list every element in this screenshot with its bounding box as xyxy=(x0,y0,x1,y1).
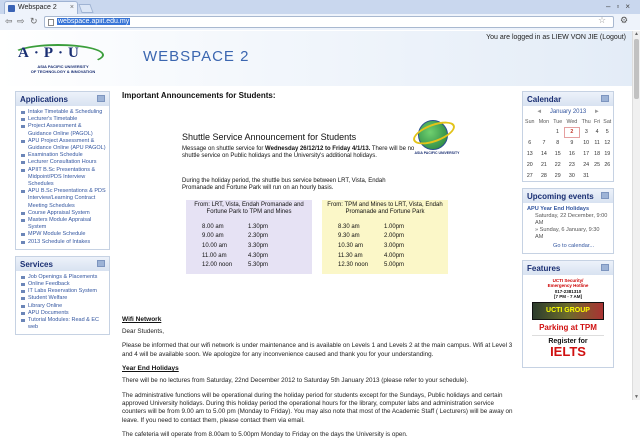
calendar-day[interactable]: 13 xyxy=(526,150,533,157)
scroll-thumb[interactable] xyxy=(634,39,639,99)
event-title-link[interactable]: APU Year End Holidays xyxy=(527,205,590,212)
reload-icon[interactable]: ↻ xyxy=(30,16,38,26)
new-tab-button[interactable] xyxy=(78,4,93,13)
minimize-icon[interactable]: – xyxy=(606,2,617,11)
calendar-week xyxy=(523,170,613,181)
shuttle-msg-b: There will be no shuttle service on Public holidays and the University's additional holidays. xyxy=(182,146,415,160)
calendar-day xyxy=(537,127,552,138)
year-end-paragraph-3: The cafeteria will operate from 8.00am to 5.00pm Monday to Friday on the days the University is open. xyxy=(122,431,408,439)
close-tab-icon[interactable]: × xyxy=(69,4,74,11)
schedule-from-campus xyxy=(322,200,448,274)
schedule-time: 10.00 am xyxy=(202,242,228,249)
sidebar-item-service[interactable]: Student Welfare xyxy=(20,295,106,302)
ad-hours: [7 PM - 7 AM] xyxy=(553,294,583,300)
weekday-label: Thu xyxy=(581,119,591,125)
security-hotline-ad[interactable] xyxy=(532,278,604,300)
weekday-label: Fri xyxy=(594,119,601,125)
calendar-grid xyxy=(523,117,613,181)
sidebar-item-service[interactable]: Library Online xyxy=(20,303,106,310)
globe-logo-icon xyxy=(412,118,460,156)
bookmark-star-icon[interactable]: ☆ xyxy=(598,15,607,25)
calendar-title: Calendar xyxy=(527,95,562,104)
collapse-icon[interactable] xyxy=(601,95,609,102)
features-content xyxy=(523,275,613,367)
shuttle-message xyxy=(182,146,417,160)
browser-tab[interactable] xyxy=(4,1,78,14)
calendar-day[interactable]: 4 xyxy=(595,129,599,136)
schedule-row xyxy=(202,232,284,242)
schedule-time: 4.00pm xyxy=(384,252,405,259)
wrench-menu-icon[interactable]: ⚙ xyxy=(620,15,629,25)
vertical-scrollbar[interactable] xyxy=(632,31,640,400)
shuttle-msg-dates: Wednesday 26/12/12 to Friday 4/1/13. xyxy=(265,146,371,152)
features-header xyxy=(523,261,613,275)
schedule-heading: From: TPM and Mines to LRT, Vista, Endah Promanade and Fortune Park xyxy=(327,202,443,215)
prev-month-icon[interactable]: ◄ xyxy=(536,109,543,115)
sidebar-item-application[interactable]: MPW Module Schedule xyxy=(20,231,106,238)
calendar-day[interactable]: 15 xyxy=(554,150,561,157)
page-icon xyxy=(48,19,54,26)
events-header xyxy=(523,189,613,203)
services-title: Services xyxy=(20,259,53,269)
calendar-month-nav xyxy=(523,106,613,117)
calendar-day[interactable]: 5 xyxy=(605,129,609,136)
calendar-day[interactable]: 26 xyxy=(604,161,611,168)
calendar-week xyxy=(523,127,613,138)
university-logo[interactable]: A·P·U xyxy=(18,45,84,61)
schedule-time: 10.30 am xyxy=(338,242,364,249)
wifi-title: Wifi Network xyxy=(122,316,162,323)
ielts-banner[interactable] xyxy=(532,335,604,367)
sidebar-item-service[interactable]: Tutorial Modules: Read & EC web xyxy=(20,317,106,331)
schedule-row xyxy=(202,260,284,270)
services-header xyxy=(16,257,109,271)
back-icon[interactable]: ⇦ xyxy=(5,16,13,26)
left-sidebar xyxy=(15,91,110,341)
calendar-day xyxy=(593,170,602,181)
collapse-icon[interactable] xyxy=(601,192,609,199)
close-window-icon[interactable]: × xyxy=(625,2,636,11)
applications-title: Applications xyxy=(20,95,69,104)
event-item xyxy=(523,203,613,253)
calendar-day[interactable]: 22 xyxy=(554,161,561,168)
tab-title: Webspace 2 xyxy=(18,4,57,11)
schedule-time: 9.30 am xyxy=(338,233,360,240)
browser-chrome xyxy=(0,0,640,30)
browser-toolbar xyxy=(0,14,640,30)
right-sidebar xyxy=(522,91,614,374)
calendar-week xyxy=(523,138,613,149)
schedule-time: 5.30pm xyxy=(248,262,269,269)
features-block xyxy=(522,260,614,368)
calendar-week xyxy=(523,149,613,160)
globe-caption: ASIA PACIFIC UNIVERSITY xyxy=(414,151,460,155)
calendar-day[interactable]: 6 xyxy=(528,140,532,147)
calendar-day[interactable]: 29 xyxy=(554,172,561,179)
applications-list xyxy=(16,106,109,249)
shuttle-message-2: During the holiday period, the shuttle bus service between LRT, Vista, Endah Promanade and Fortune Park will run on an hourly basis. xyxy=(182,178,386,192)
logout-link[interactable]: (Logout) xyxy=(599,34,626,41)
event-end: » Sunday, 6 January, 9:30 AM xyxy=(535,226,600,240)
weekday-label: Sun xyxy=(525,119,535,125)
scroll-up-icon[interactable]: ▲ xyxy=(634,31,639,37)
calendar-day[interactable]: 17 xyxy=(583,150,590,157)
schedule-to-campus xyxy=(186,200,312,274)
maximize-icon[interactable]: ▫ xyxy=(616,2,626,11)
logged-in-prefix: You are logged in as xyxy=(486,34,550,41)
schedule-row xyxy=(338,222,420,232)
collapse-icon[interactable] xyxy=(97,260,105,267)
sidebar-item-application[interactable]: APIIT B.Sc Presentations & Midpoint/PDS Interview Schedules xyxy=(20,167,106,189)
logo-sub-line1: ASIA PACIFIC UNIVERSITY xyxy=(37,64,89,69)
next-month-icon[interactable]: ► xyxy=(593,109,600,115)
year-end-title: Year End Holidays xyxy=(122,365,179,373)
collapse-icon[interactable] xyxy=(601,264,609,271)
year-end-paragraph-2: The administrative functions will be operational during the holiday period for students except for the Sundays, Public holidays and certain approved University holidays. During this holiday period the operational hours for the library, computer labs and administration service counters will be from 9.00 am to 5.00 pm (Monday to Friday). You may also note that most of the Academic Staff ( Lecturers) will be away on leave. If you need to contact them, please contact them via email. xyxy=(122,391,513,424)
page-content xyxy=(0,31,632,439)
favicon-icon xyxy=(8,5,15,12)
schedule-row xyxy=(338,251,420,261)
calendar-month[interactable]: January 2013 xyxy=(549,109,587,115)
sidebar-item-application[interactable]: Masters Module Appraisal System xyxy=(20,217,106,231)
services-block xyxy=(15,256,110,336)
schedule-row xyxy=(338,232,420,242)
schedule-table xyxy=(202,222,284,270)
sidebar-item-application[interactable]: Course Appraisal System xyxy=(20,210,106,217)
events-title: Upcoming events xyxy=(527,191,594,201)
calendar-day[interactable]: 8 xyxy=(556,140,560,147)
schedule-time: 5.00pm xyxy=(384,262,405,269)
calendar-block xyxy=(522,91,614,182)
calendar-day[interactable]: 7 xyxy=(542,140,546,147)
main-content xyxy=(122,91,517,446)
year-end-paragraph-1: There will be no lectures from Saturday, 22nd December 2012 to Saturday 5th January 2013 (please refer to your schedule). xyxy=(122,377,469,385)
schedule-time: 12.00 noon xyxy=(202,262,233,269)
schedule-time: 9.00 am xyxy=(202,233,224,240)
calendar-day[interactable]: 9 xyxy=(570,140,574,147)
weekday-label: Wed xyxy=(566,118,578,125)
calendar-day[interactable]: 27 xyxy=(526,172,533,179)
schedule-time: 3.00pm xyxy=(384,242,405,249)
schedule-time: 11.00 am xyxy=(202,252,227,259)
calendar-day[interactable]: 23 xyxy=(568,161,575,168)
group-banner[interactable]: UCTI GROUP xyxy=(532,302,604,320)
calendar-day[interactable]: 14 xyxy=(540,150,547,157)
sidebar-item-application[interactable]: Examination Schedule xyxy=(20,152,106,159)
sidebar-item-service[interactable]: APU Documents xyxy=(20,310,106,317)
schedule-time: 2.00pm xyxy=(384,233,405,240)
user-name-link[interactable]: LIEW VON JIE xyxy=(551,34,598,41)
sidebar-item-application[interactable]: Lecturer's Timetable xyxy=(20,116,106,123)
calendar-day xyxy=(602,170,613,181)
ielts-text: IELTS xyxy=(550,343,586,359)
sidebar-item-application[interactable]: APU Project Assessment & Guidance Online (APU PAGOL) xyxy=(20,138,106,152)
weekday-label: Tue xyxy=(553,119,563,125)
schedule-time: 3.30pm xyxy=(248,242,269,249)
calendar-day[interactable]: 24 xyxy=(583,161,590,168)
forward-icon[interactable]: ⇨ xyxy=(17,16,25,26)
calendar-day[interactable]: 30 xyxy=(568,172,575,179)
university-logo-subtitle xyxy=(22,64,104,74)
logo-sub-line2: OF TECHNOLOGY & INNOVATION xyxy=(30,69,96,74)
schedule-heading: From: LRT, Vista, Endah Promanade and Fortune Park to TPM and Mines xyxy=(194,202,304,215)
wifi-body: Please be informed that our wifi network is under maintenance and is available on Levels 1 and Levels 2 at the main campus. Wifi at Level 3 and 4 will be available soon. We apologize for any inconvenience caused and thank you for your understanding. xyxy=(122,342,513,358)
wifi-greeting: Dear Students, xyxy=(122,328,165,335)
schedule-time: 1.00pm xyxy=(384,223,405,230)
applications-header xyxy=(16,92,109,106)
schedule-row xyxy=(202,222,284,232)
schedule-row xyxy=(202,251,284,261)
calendar-day[interactable]: 20 xyxy=(526,161,533,168)
sidebar-item-application[interactable]: 2013 Schedule of Intakes xyxy=(20,239,106,246)
calendar-day[interactable]: 31 xyxy=(583,172,590,179)
weekday-label: Mon xyxy=(538,119,550,125)
shuttle-announcement xyxy=(122,110,517,310)
applications-block xyxy=(15,91,110,250)
upcoming-events-block xyxy=(522,188,614,254)
goto-calendar-link[interactable]: Go to calendar... xyxy=(553,242,595,249)
url-text: webspace.apiit.edu.my xyxy=(58,18,130,25)
calendar-week xyxy=(523,159,613,170)
sidebar-item-service[interactable]: Online Feedback xyxy=(20,281,106,288)
calendar-day[interactable]: 25 xyxy=(594,161,601,168)
schedule-time: 4.30pm xyxy=(248,252,269,259)
calendar-day[interactable]: 1 xyxy=(555,129,559,136)
scroll-down-icon[interactable]: ▼ xyxy=(634,394,639,400)
calendar-day[interactable]: 2 xyxy=(564,127,579,138)
sidebar-item-application[interactable]: Project Assessment & Guidance Online (PAGOL) xyxy=(20,123,106,137)
calendar-day xyxy=(523,127,537,138)
schedule-row xyxy=(338,260,420,270)
calendar-day[interactable]: 21 xyxy=(540,161,547,168)
calendar-day[interactable]: 3 xyxy=(584,129,588,136)
calendar-day[interactable]: 28 xyxy=(540,172,547,179)
schedule-time: 8.30 am xyxy=(338,223,360,230)
schedule-table xyxy=(338,222,420,270)
schedule-row xyxy=(338,241,420,251)
services-list xyxy=(16,271,109,335)
schedule-time: 11.30 am xyxy=(338,252,363,259)
collapse-icon[interactable] xyxy=(97,95,105,102)
register-text: Register for xyxy=(548,337,588,345)
sidebar-item-service[interactable]: IT Labs Reservation System xyxy=(20,288,106,295)
site-title: WEBSPACE 2 xyxy=(143,48,250,65)
calendar-day[interactable]: 16 xyxy=(568,150,575,157)
calendar-day[interactable]: 11 xyxy=(594,140,600,147)
window-controls xyxy=(606,2,636,11)
address-bar[interactable] xyxy=(44,16,614,28)
sidebar-item-service[interactable]: Job Openings & Placements xyxy=(20,274,106,281)
schedule-time: 12.30 noon xyxy=(338,262,369,269)
ad-line: Emergency Hotline xyxy=(547,283,589,289)
calendar-day[interactable]: 12 xyxy=(604,140,611,147)
parking-link[interactable]: Parking at TPM xyxy=(539,322,597,332)
schedule-time: 2.30pm xyxy=(248,233,269,240)
calendar-day[interactable]: 10 xyxy=(583,140,590,147)
sidebar-item-application[interactable]: Intake Timetable & Scheduling xyxy=(20,109,106,116)
sidebar-item-application[interactable]: Lecturer Consultation Hours xyxy=(20,159,106,166)
shuttle-msg-a: Message on shuttle service for xyxy=(182,146,266,152)
shuttle-title: Shuttle Service Announcement for Students xyxy=(182,132,357,142)
announcements-title: Important Announcements for Students: xyxy=(122,91,276,100)
features-title: Features xyxy=(527,263,561,273)
login-info xyxy=(486,34,626,41)
schedule-time: 1.30pm xyxy=(248,223,269,230)
schedule-time: 8.00 am xyxy=(202,223,224,230)
sidebar-item-application[interactable]: APU B.Sc Presentations & PDS Interview/Learning Contract Meeting Schedules xyxy=(20,188,106,210)
site-header xyxy=(0,31,632,86)
weekday-label: Sat xyxy=(603,119,612,125)
ad-phone: 017-2381310 xyxy=(554,288,582,294)
schedule-row xyxy=(202,241,284,251)
calendar-day[interactable]: 19 xyxy=(604,150,611,157)
calendar-header xyxy=(523,92,613,106)
ad-line: UCTI Security/ xyxy=(552,277,584,283)
event-date: Saturday, 22 December, 9:00 AM xyxy=(535,212,608,226)
calendar-day[interactable]: 18 xyxy=(594,150,601,157)
